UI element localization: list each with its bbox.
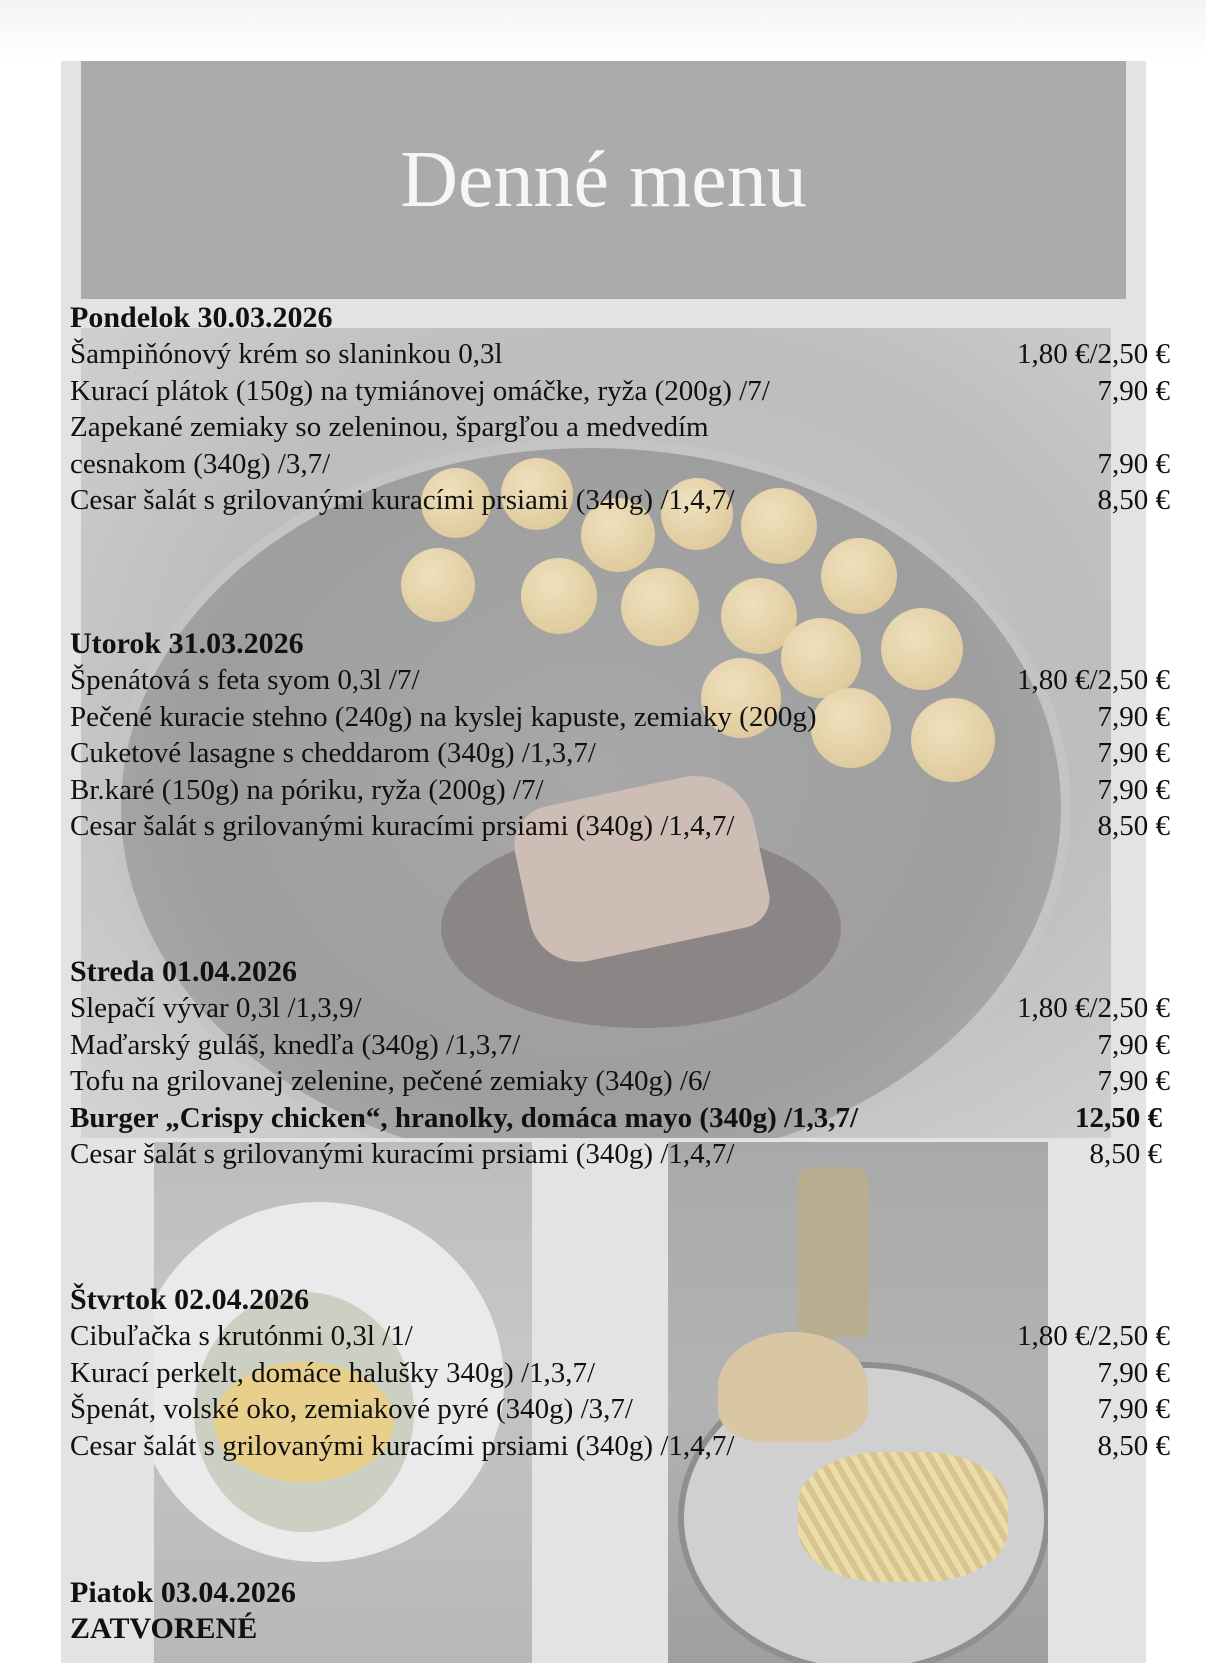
top-fade	[0, 0, 1206, 60]
croquette	[821, 538, 897, 614]
item-price: 8,50 €	[1097, 484, 1170, 516]
item-price: 1,80 €/2,50 €	[1016, 1320, 1170, 1352]
day-title: Piatok 03.04.2026	[70, 1576, 296, 1609]
day-section-friday	[70, 1575, 1170, 1647]
item-name: Cuketové lasagne s cheddarom (340g) /1,3,7/	[70, 737, 596, 769]
menu-item	[70, 662, 1170, 699]
item-price: 1,80 €/2,50 €	[1016, 338, 1170, 370]
item-price: 8,50 €	[1089, 1138, 1162, 1170]
menu-item-featured	[70, 1100, 1170, 1137]
menu-item	[70, 735, 1170, 772]
day-title: Utorok 31.03.2026	[70, 627, 304, 660]
menu-item	[70, 373, 1170, 410]
menu-item	[70, 336, 1170, 373]
closed-notice: ZATVORENÉ	[70, 1612, 258, 1645]
item-price: 8,50 €	[1097, 1429, 1170, 1462]
item-price: 7,90 €	[1097, 374, 1170, 407]
item-name: Špenát, volské oko, zemiakové pyré (340g) /3,7/	[70, 1393, 633, 1425]
item-price: 7,90 €	[1097, 1028, 1170, 1061]
day-section-thursday	[70, 1282, 1170, 1464]
day-section-wednesday	[70, 954, 1170, 1173]
menu-item	[70, 990, 1170, 1027]
fries	[798, 1452, 1008, 1582]
menu-item	[70, 482, 1170, 519]
croquette	[401, 548, 475, 622]
item-name: Tofu na grilovanej zelenine, pečené zemiaky (340g) /6/	[70, 1065, 711, 1097]
item-price: 7,90 €	[1097, 1393, 1170, 1425]
item-price: 7,90 €	[1097, 773, 1170, 806]
day-section-monday	[70, 300, 1170, 519]
day-title: Streda 01.04.2026	[70, 955, 297, 988]
day-title: Pondelok 30.03.2026	[70, 301, 333, 334]
header-band	[81, 61, 1126, 299]
day-section-tuesday	[70, 626, 1170, 845]
croquette	[521, 558, 597, 634]
item-name: Kurací perkelt, domáce halušky 340g) /1,3,7/	[70, 1356, 596, 1389]
menu-item	[70, 1391, 1170, 1428]
menu-item	[70, 772, 1170, 809]
item-name: Kurací plátok (150g) na tymiánovej omáčke, ryža (200g) /7/	[70, 374, 770, 407]
menu-item	[70, 1027, 1170, 1064]
menu-item	[70, 1318, 1170, 1355]
item-price: 1,80 €/2,50 €	[1016, 992, 1170, 1024]
item-name: Br.karé (150g) na póriku, ryža (200g) /7/	[70, 773, 544, 806]
item-name: Cibuľačka s krutónmi 0,3l /1/	[70, 1320, 413, 1352]
item-name: Maďarský guláš, knedľa (340g) /1,3,7/	[70, 1028, 521, 1061]
item-price: 7,90 €	[1097, 447, 1170, 480]
item-name: Šampiňónový krém so slaninkou 0,3l	[70, 338, 503, 370]
item-name: Slepačí vývar 0,3l /1,3,9/	[70, 992, 362, 1024]
day-title: Štvrtok 02.04.2026	[70, 1283, 310, 1316]
item-price: 7,90 €	[1097, 700, 1170, 733]
item-name: Burger „Crispy chicken“, hranolky, domáca mayo (340g) /1,3,7/	[70, 1101, 859, 1134]
item-name: Cesar šalát s grilovanými kuracími prsiami (340g) /1,4,7/	[70, 810, 735, 842]
menu-item	[70, 699, 1170, 736]
menu-item	[70, 1355, 1170, 1392]
page-title: Denné menu	[400, 135, 807, 224]
menu-item	[70, 409, 1170, 482]
item-price: 7,90 €	[1097, 1065, 1170, 1097]
menu-item	[70, 1428, 1170, 1465]
item-name: Cesar šalát s grilovanými kuracími prsiami (340g) /1,4,7/	[70, 1138, 735, 1170]
item-price: 7,90 €	[1097, 737, 1170, 769]
menu-item	[70, 1063, 1170, 1100]
item-name: Cesar šalát s grilovanými kuracími prsiami (340g) /1,4,7/	[70, 484, 735, 516]
item-price: 8,50 €	[1097, 810, 1170, 842]
menu-item	[70, 1136, 1170, 1173]
item-name: Pečené kuracie stehno (240g) na kyslej kapuste, zemiaky (200g)	[70, 700, 817, 733]
item-price: 12,50 €	[1075, 1101, 1162, 1134]
item-name: Zapekané zemiaky so zeleninou, špargľou a medvedím cesnakom (340g) /3,7/	[70, 411, 709, 480]
menu-item	[70, 808, 1170, 845]
item-price: 1,80 €/2,50 €	[1016, 664, 1170, 696]
item-name: Špenátová s feta syom 0,3l /7/	[70, 664, 420, 696]
item-name: Cesar šalát s grilovanými kuracími prsiami (340g) /1,4,7/	[70, 1429, 735, 1462]
item-price: 7,90 €	[1097, 1356, 1170, 1389]
